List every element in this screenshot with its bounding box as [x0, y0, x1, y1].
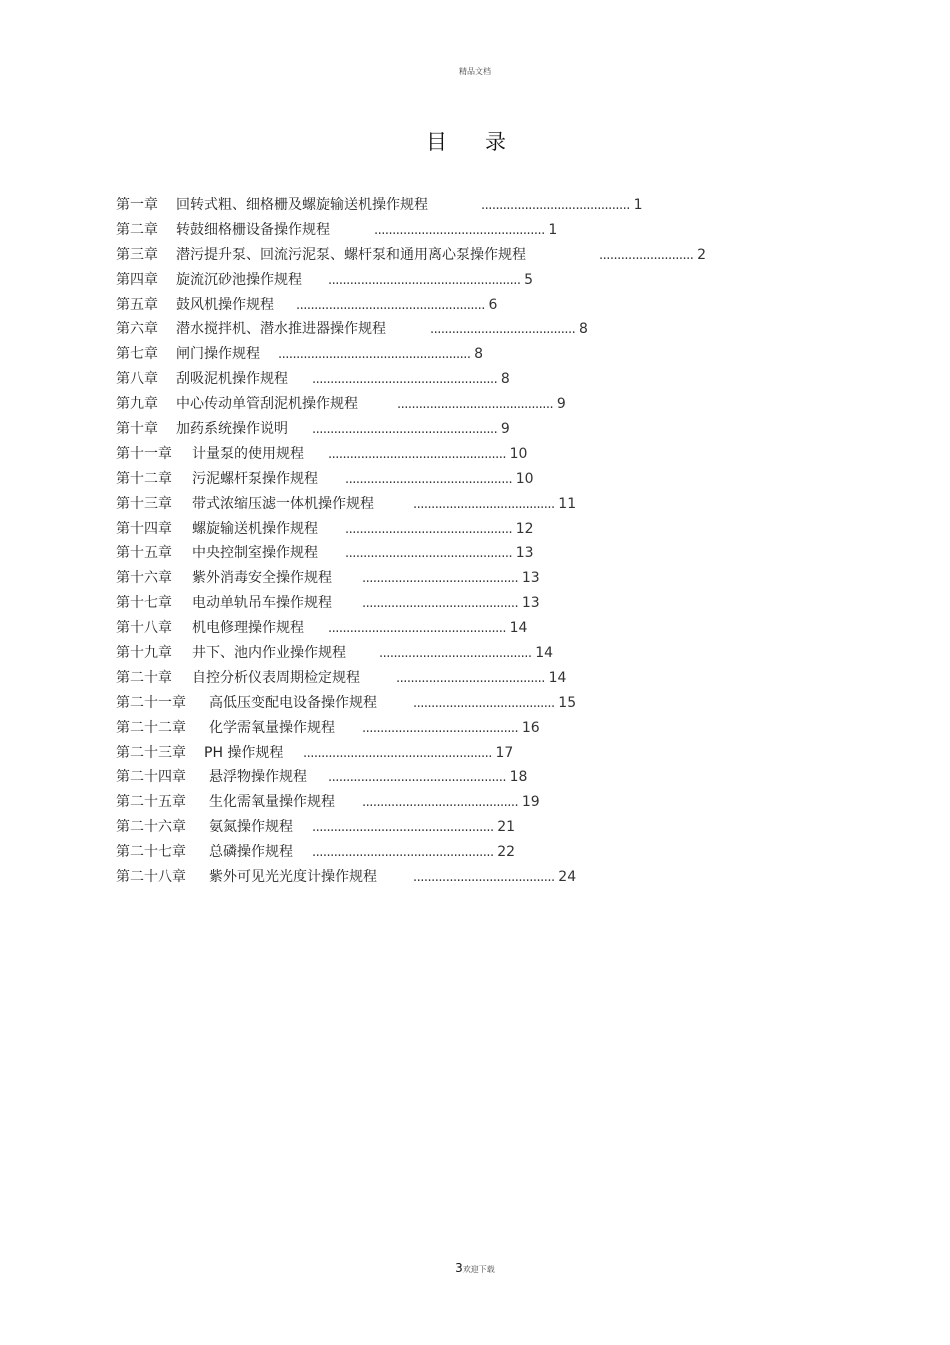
footer-text: 欢迎下载: [462, 1265, 495, 1274]
toc-leader-dots: ...................................................: [312, 422, 501, 438]
toc-leader-dots: ...........................................: [362, 720, 522, 736]
toc-chapter-title: 闸门操作规程: [176, 346, 260, 363]
toc-entry[interactable]: [116, 691, 876, 716]
toc-chapter-label: 第二十八章: [116, 869, 186, 886]
toc-dot-leader: [397, 392, 566, 418]
toc-chapter-label: 第二十七章: [116, 844, 186, 861]
toc-entry[interactable]: [116, 492, 876, 517]
toc-page-number: 1: [633, 197, 643, 213]
toc-chapter-title: 刮吸泥机操作规程: [176, 371, 288, 388]
toc-leader-dots: .................................................: [328, 446, 510, 462]
toc-dot-leader: [328, 442, 527, 468]
toc-leader-dots: .................................................: [328, 621, 510, 637]
toc-page-number: 18: [509, 769, 528, 786]
toc-chapter-title: 中央控制室操作规程: [192, 545, 318, 562]
toc-page-number: 6: [488, 296, 498, 313]
toc-chapter-title: 自控分析仪表周期检定规程: [192, 669, 360, 686]
toc-chapter-label: 第六章: [116, 321, 158, 338]
toc-chapter-title: 悬浮物操作规程: [209, 769, 307, 786]
toc-dot-leader: [379, 641, 553, 667]
toc-dot-leader: [481, 193, 642, 219]
toc-leader-dots: ..................................................: [312, 845, 498, 861]
toc-leader-dots: ...................................................: [312, 372, 501, 388]
toc-page-number: 14: [535, 645, 554, 662]
toc-entry[interactable]: [116, 417, 876, 442]
toc-chapter-title: 生化需氧量操作规程: [209, 794, 335, 811]
toc-chapter-title: 潜污提升泵、回流污泥泵、螺杆泵和通用离心泵操作规程: [176, 246, 526, 263]
toc-dot-leader: [362, 716, 540, 742]
toc-page-number: 14: [548, 669, 567, 686]
toc-chapter-label: 第二章: [116, 221, 158, 238]
toc-page-number: 24: [558, 869, 577, 886]
toc-entry[interactable]: [116, 467, 876, 492]
toc-leader-dots: ..............................................: [345, 471, 516, 487]
toc-dot-leader: [328, 616, 527, 642]
table-of-contents: [116, 193, 876, 890]
toc-chapter-title: 井下、池内作业操作规程: [192, 645, 346, 662]
toc-dot-leader: [278, 342, 483, 368]
toc-dot-leader: [413, 492, 576, 518]
toc-chapter-label: 第十八章: [116, 620, 172, 637]
toc-leader-dots: ...........................................: [397, 397, 557, 413]
toc-leader-dots: .....................................................: [328, 272, 525, 288]
toc-leader-dots: .......................................: [413, 496, 559, 512]
toc-chapter-label: 第二十二章: [116, 719, 186, 736]
toc-entry[interactable]: [116, 517, 876, 542]
toc-leader-dots: .....................................................: [278, 347, 475, 363]
toc-entry[interactable]: [116, 392, 876, 417]
toc-chapter-title: 旋流沉砂池操作规程: [176, 271, 302, 288]
toc-chapter-label: 第十九章: [116, 645, 172, 662]
toc-chapter-label: 第十二章: [116, 470, 172, 487]
toc-page-number: 17: [495, 744, 514, 761]
toc-leader-dots: ..............................................: [345, 521, 516, 537]
toc-chapter-title: 高低压变配电设备操作规程: [209, 694, 377, 711]
toc-entry[interactable]: [116, 666, 876, 691]
toc-chapter-label: 第十章: [116, 421, 158, 438]
toc-page-number: 13: [515, 545, 534, 562]
toc-dot-leader: [312, 367, 510, 393]
toc-page-number: 2: [697, 246, 706, 263]
toc-chapter-title: 机电修理操作规程: [192, 620, 304, 637]
toc-leader-dots: ...........................................: [362, 795, 522, 811]
toc-dot-leader: [362, 566, 540, 592]
toc-dot-leader: [345, 541, 534, 567]
toc-chapter-title: PH 操作规程: [204, 744, 284, 761]
toc-leader-dots: .........................................: [481, 198, 634, 213]
toc-entry[interactable]: [116, 442, 876, 467]
toc-chapter-title: 螺旋输送机操作规程: [192, 520, 318, 537]
toc-dot-leader: [328, 268, 533, 294]
toc-dot-leader: [599, 243, 706, 269]
toc-chapter-label: 第二十章: [116, 669, 172, 686]
toc-dot-leader: [312, 840, 515, 866]
footer-page-number: 3: [455, 1261, 463, 1275]
toc-entry[interactable]: [116, 243, 876, 268]
toc-dot-leader: [312, 417, 510, 443]
toc-page-number: 12: [515, 520, 534, 537]
toc-entry[interactable]: [116, 765, 876, 790]
toc-chapter-label: 第二十三章: [116, 744, 186, 761]
toc-entry[interactable]: [116, 367, 876, 392]
toc-dot-leader: [374, 218, 557, 244]
toc-chapter-label: 第八章: [116, 371, 158, 388]
toc-entry[interactable]: [116, 342, 876, 367]
toc-leader-dots: ..................................................: [312, 820, 498, 836]
toc-entry[interactable]: [116, 865, 876, 890]
toc-entry[interactable]: [116, 616, 876, 641]
toc-chapter-title: 中心传动单管刮泥机操作规程: [176, 396, 358, 413]
page-title: 目录: [426, 130, 544, 154]
toc-leader-dots: ..........................................: [379, 646, 536, 662]
toc-dot-leader: [312, 815, 515, 841]
toc-entry[interactable]: [116, 566, 876, 591]
toc-leader-dots: ....................................................: [296, 297, 489, 313]
toc-page-number: 9: [500, 421, 510, 438]
toc-leader-dots: .................................................: [328, 770, 510, 786]
toc-chapter-title: 潜水搅拌机、潜水推进器操作规程: [176, 321, 386, 338]
toc-chapter-title: 计量泵的使用规程: [192, 445, 304, 462]
toc-chapter-title: 总磷操作规程: [209, 844, 293, 861]
toc-dot-leader: [328, 765, 527, 791]
toc-chapter-label: 第十一章: [116, 445, 172, 462]
toc-chapter-label: 第十三章: [116, 495, 172, 512]
toc-page-number: 10: [515, 470, 534, 487]
toc-chapter-title: 氨氮操作规程: [209, 819, 293, 836]
toc-chapter-label: 第二十五章: [116, 794, 186, 811]
toc-entry[interactable]: [116, 815, 876, 840]
toc-chapter-label: 第十四章: [116, 520, 172, 537]
toc-page-number: 13: [521, 595, 540, 612]
toc-page-number: 16: [521, 719, 540, 736]
toc-chapter-title: 污泥螺杆泵操作规程: [192, 470, 318, 487]
toc-page-number: 13: [521, 570, 540, 587]
toc-dot-leader: [413, 865, 576, 891]
toc-chapter-label: 第九章: [116, 396, 158, 413]
toc-dot-leader: [430, 317, 588, 343]
toc-chapter-title: 带式浓缩压滤一体机操作规程: [192, 495, 374, 512]
toc-entry[interactable]: [116, 741, 876, 766]
toc-page-number: 9: [556, 396, 566, 413]
toc-entry[interactable]: [116, 317, 876, 342]
toc-dot-leader: [396, 666, 566, 692]
toc-chapter-label: 第十七章: [116, 595, 172, 612]
toc-chapter-title: 紫外消毒安全操作规程: [192, 570, 332, 587]
toc-entry[interactable]: [116, 218, 876, 243]
toc-dot-leader: [345, 467, 534, 493]
toc-leader-dots: ...........................................: [362, 571, 522, 587]
toc-dot-leader: [362, 790, 540, 816]
toc-leader-dots: ...........................................: [362, 596, 522, 612]
toc-chapter-label: 第七章: [116, 346, 158, 363]
toc-chapter-label: 第二十四章: [116, 769, 186, 786]
toc-chapter-label: 第十六章: [116, 570, 172, 587]
toc-page-number: 15: [558, 694, 577, 711]
toc-dot-leader: [303, 741, 513, 767]
toc-page-number: 8: [500, 371, 510, 388]
toc-chapter-label: 第十五章: [116, 545, 172, 562]
toc-chapter-label: 第一章: [116, 197, 158, 213]
toc-chapter-title: 化学需氧量操作规程: [209, 719, 335, 736]
toc-entry[interactable]: [116, 716, 876, 741]
toc-chapter-label: 第五章: [116, 296, 158, 313]
toc-entry[interactable]: [116, 541, 876, 566]
toc-leader-dots: ..............................................: [345, 546, 516, 562]
toc-chapter-label: 第三章: [116, 246, 158, 263]
toc-leader-dots: .........................................: [396, 670, 549, 686]
toc-dot-leader: [413, 691, 576, 717]
toc-dot-leader: [345, 517, 534, 543]
toc-leader-dots: ...............................................: [374, 222, 549, 238]
toc-chapter-label: 第四章: [116, 271, 158, 288]
toc-leader-dots: .......................................: [413, 695, 559, 711]
toc-entry[interactable]: [116, 293, 876, 318]
toc-page-number: 22: [497, 844, 516, 861]
toc-chapter-label: 第二十一章: [116, 694, 186, 711]
toc-page-number: 21: [497, 819, 516, 836]
toc-chapter-title: 鼓风机操作规程: [176, 296, 274, 313]
toc-chapter-title: 加药系统操作说明: [176, 421, 288, 438]
toc-chapter-title: 转鼓细格栅设备操作规程: [176, 221, 330, 238]
toc-entry[interactable]: [116, 790, 876, 815]
toc-entry[interactable]: [116, 591, 876, 616]
toc-dot-leader: [296, 293, 497, 319]
toc-page-number: 8: [474, 346, 484, 363]
toc-entry[interactable]: [116, 193, 876, 218]
toc-page-number: 10: [509, 445, 528, 462]
toc-page-number: 8: [578, 321, 588, 338]
toc-entry[interactable]: [116, 641, 876, 666]
toc-page-number: 1: [548, 221, 558, 238]
toc-leader-dots: ..........................: [599, 247, 698, 263]
toc-page-number: 11: [558, 495, 577, 512]
toc-entry[interactable]: [116, 268, 876, 293]
toc-page-number: 14: [509, 620, 528, 637]
toc-chapter-title: 回转式粗、细格栅及螺旋输送机操作规程: [176, 197, 428, 213]
toc-chapter-title: 电动单轨吊车操作规程: [192, 595, 332, 612]
toc-leader-dots: ....................................................: [303, 745, 496, 761]
header-note: 精品文档: [459, 67, 491, 76]
toc-leader-dots: ........................................: [430, 322, 579, 338]
toc-page-number: 19: [521, 794, 540, 811]
toc-chapter-title: 紫外可见光光度计操作规程: [209, 869, 377, 886]
toc-chapter-label: 第二十六章: [116, 819, 186, 836]
toc-leader-dots: .......................................: [413, 870, 559, 886]
toc-dot-leader: [362, 591, 540, 617]
toc-entry[interactable]: [116, 840, 876, 865]
page-footer: [0, 1261, 950, 1275]
toc-page-number: 5: [524, 271, 534, 288]
